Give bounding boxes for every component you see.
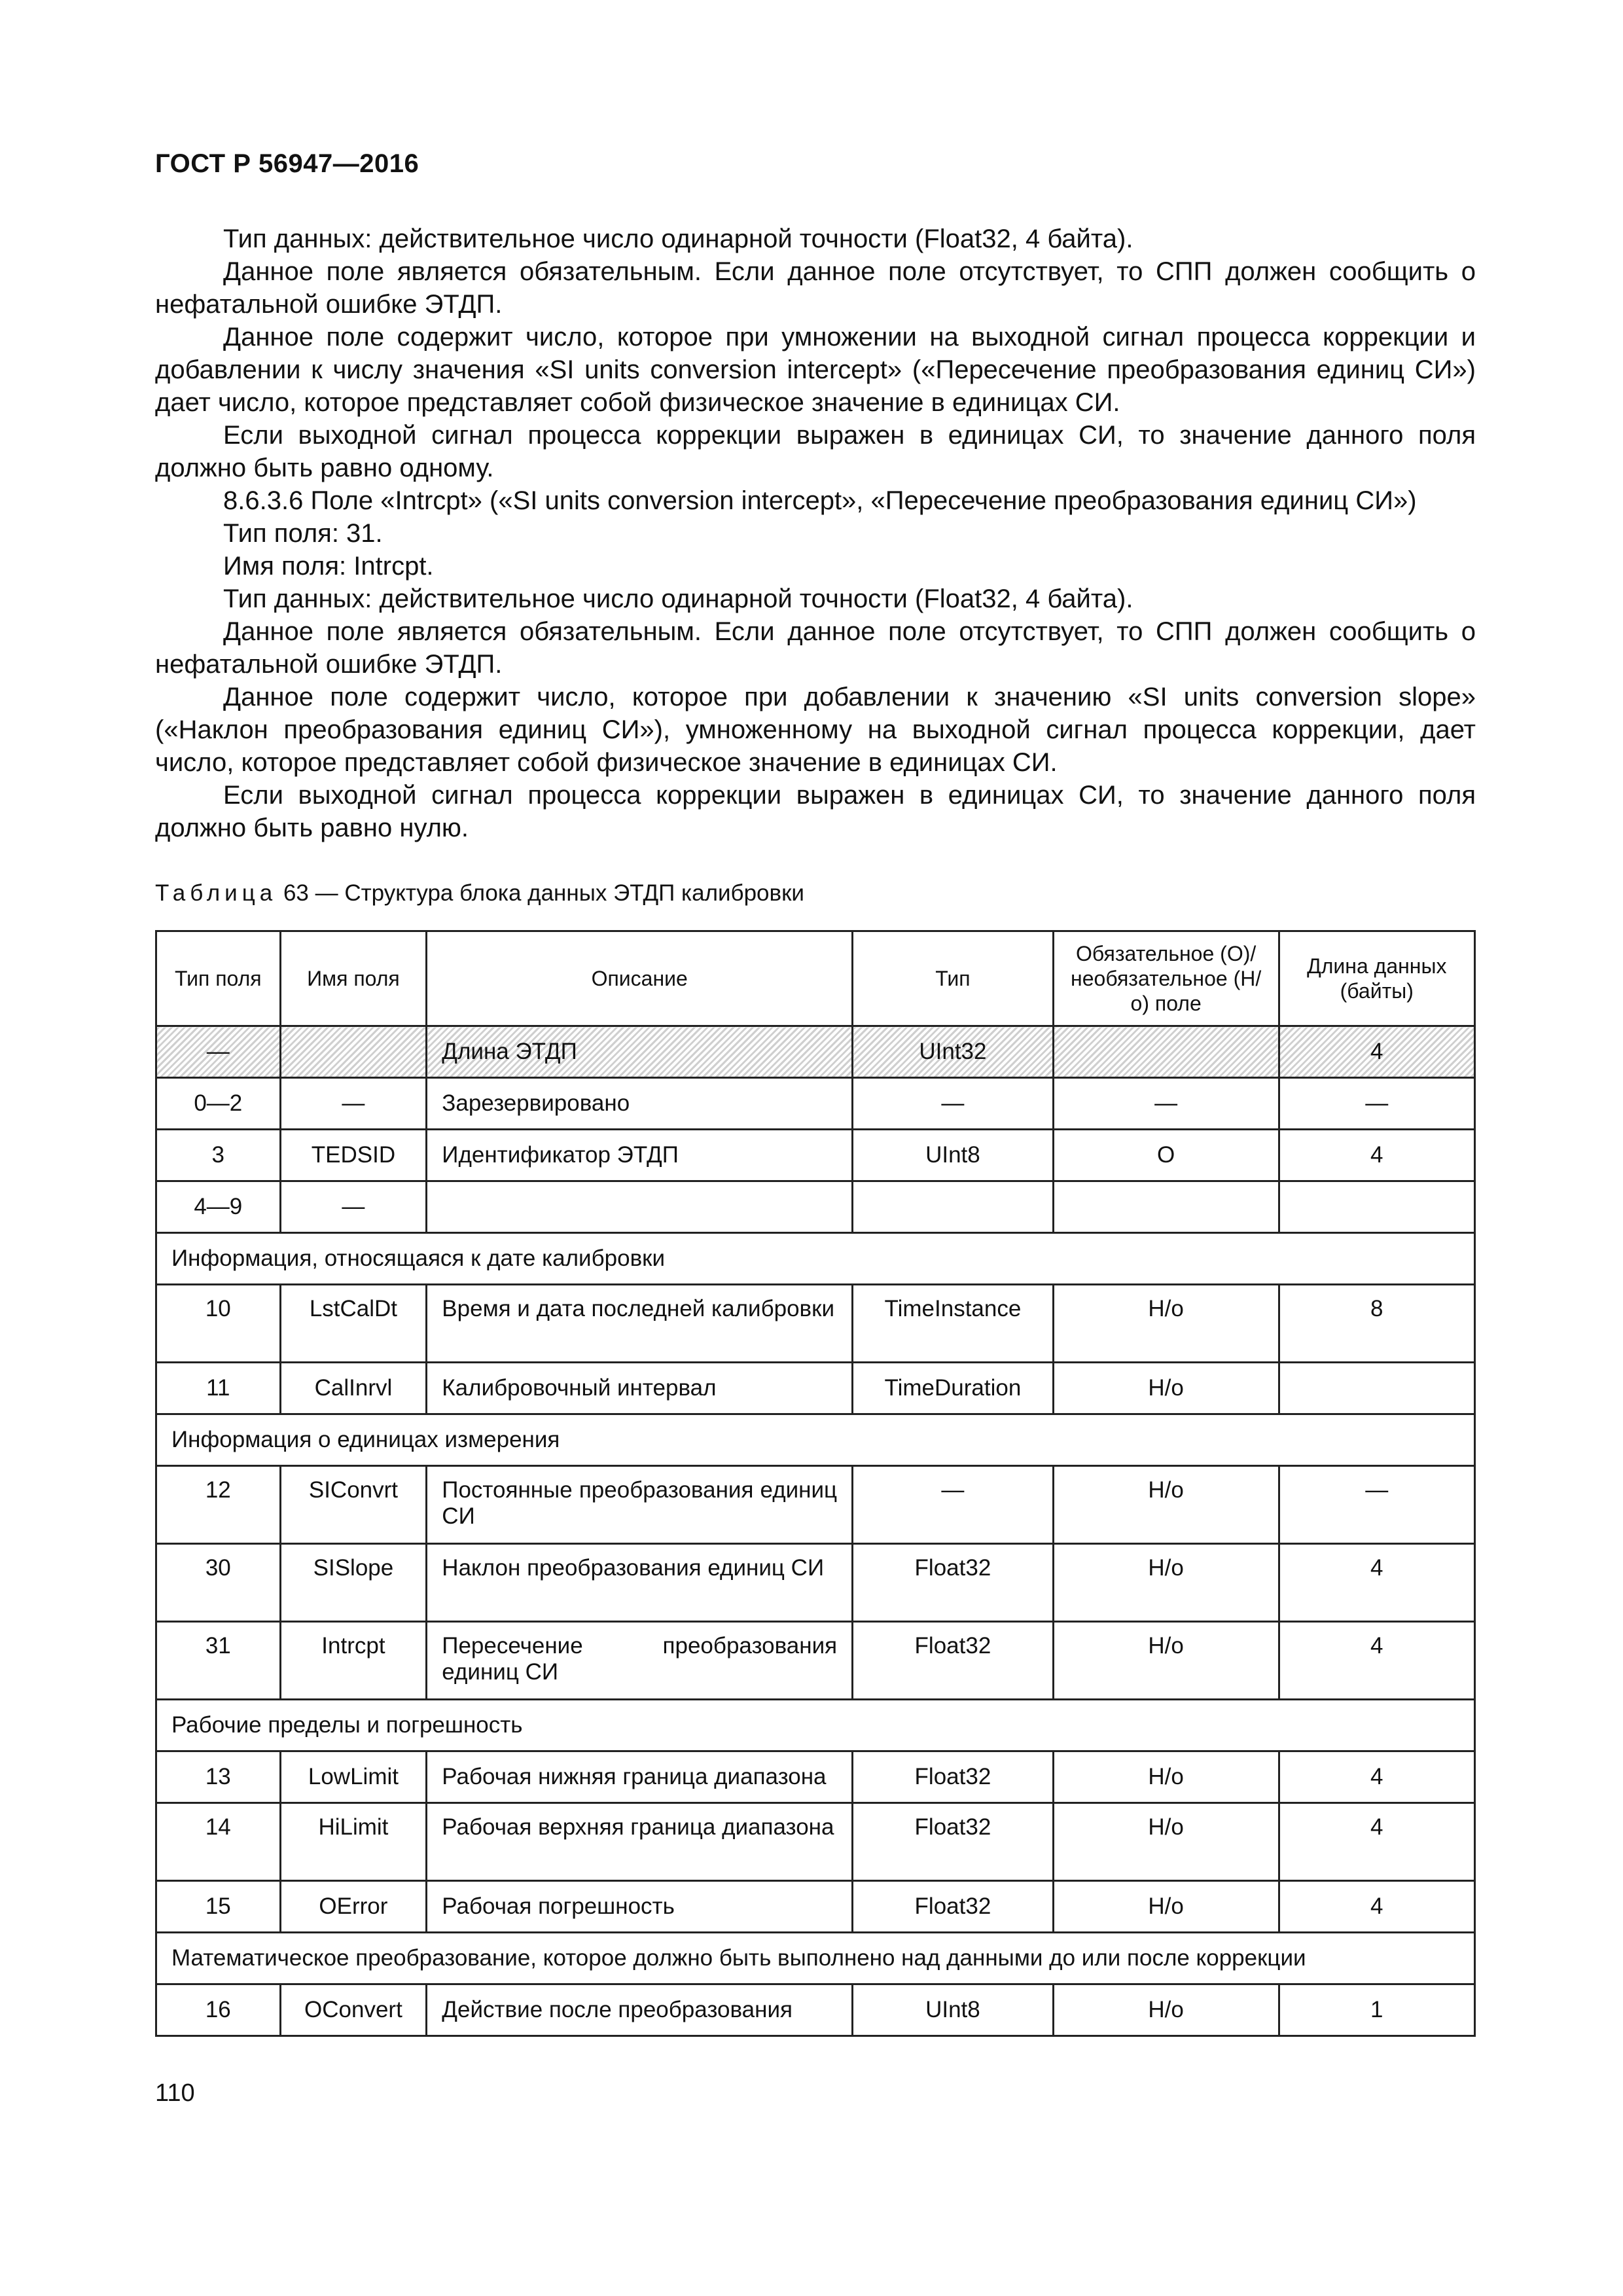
table-cell: Действие после преобразования (427, 1984, 853, 2036)
table-cell: TimeInstance (853, 1285, 1054, 1363)
table-cell: Н/о (1053, 1285, 1279, 1363)
table-cell (1053, 1026, 1279, 1078)
table-cell: 4 (1279, 1130, 1474, 1181)
table-section-row (156, 1933, 1475, 1984)
table-cell (1053, 1181, 1279, 1233)
table-cell: Float32 (853, 1881, 1054, 1933)
table-cell: Н/о (1053, 1881, 1279, 1933)
table-section-row (156, 1414, 1475, 1466)
table-cell: — (1279, 1466, 1474, 1544)
column-header: Обязательное (О)/ необязательное (Н/о) поле (1053, 931, 1279, 1026)
table-section-title: Рабочие пределы и погрешность (156, 1700, 1475, 1751)
table-cell: 15 (156, 1881, 281, 1933)
paragraph: Тип данных: действительное число одинарной точности (Float32, 4 байта). (223, 224, 1133, 253)
table-row (156, 1285, 1475, 1363)
table-cell: Intrcpt (280, 1622, 427, 1700)
table-cell: 4 (1279, 1544, 1474, 1622)
paragraph: Тип поля: 31. (223, 519, 383, 548)
table-caption (155, 880, 804, 906)
paragraph: Данное поле содержит число, которое при добавлении к значению «SI units conversion slope» («Наклон преобразования единиц СИ»), умноженному на выходной сигнал процесса коррекции, дает число, которое представляет собой физическое значение в единицах СИ. (155, 683, 1476, 777)
table-cell: Н/о (1053, 1803, 1279, 1881)
table-caption-word: Таблица (155, 880, 277, 906)
table-section-row (156, 1233, 1475, 1285)
table-cell: — (1053, 1078, 1279, 1130)
table-row (156, 1544, 1475, 1622)
table-row (156, 1622, 1475, 1700)
table-cell: 3 (156, 1130, 281, 1181)
table-cell: Н/о (1053, 1984, 1279, 2036)
section-heading: 8.6.3.6 Поле «Intrcpt» («SI units conversion intercept», «Пересечение преобразования единиц СИ») (223, 486, 1417, 515)
page-number: 110 (155, 2079, 195, 2107)
table-cell: — (1279, 1078, 1474, 1130)
table-cell: Float32 (853, 1751, 1054, 1803)
table-cell: — (156, 1026, 281, 1078)
table-cell: TEDSID (280, 1130, 427, 1181)
table-cell: Float32 (853, 1622, 1054, 1700)
table-cell: 4 (1279, 1751, 1474, 1803)
table-cell: 4 (1279, 1026, 1474, 1078)
table-row (156, 1026, 1475, 1078)
table-cell: SIConvrt (280, 1466, 427, 1544)
table-cell: Н/о (1053, 1363, 1279, 1414)
table-cell (853, 1181, 1054, 1233)
paragraph: Тип данных: действительное число одинарной точности (Float32, 4 байта). (223, 584, 1133, 613)
table-row (156, 1803, 1475, 1881)
column-header: Длина данных (байты) (1279, 931, 1474, 1026)
table-row (156, 1363, 1475, 1414)
body-text (155, 223, 1476, 844)
column-header: Тип (853, 931, 1054, 1026)
table-cell: 11 (156, 1363, 281, 1414)
table-cell: OError (280, 1881, 427, 1933)
table-cell (280, 1026, 427, 1078)
table-cell: 31 (156, 1622, 281, 1700)
table-row (156, 1181, 1475, 1233)
table-cell: Наклон преобразования единиц СИ (427, 1544, 853, 1622)
table-row (156, 1078, 1475, 1130)
paragraph: Имя поля: Intrcpt. (223, 552, 434, 581)
table-cell: Идентификатор ЭТДП (427, 1130, 853, 1181)
paragraph: Если выходной сигнал процесса коррекции выражен в единицах СИ, то значение данного поля должно быть равно нулю. (155, 781, 1476, 842)
table-cell: OConvert (280, 1984, 427, 2036)
table-cell: Длина ЭТДП (427, 1026, 853, 1078)
table-cell: Н/о (1053, 1466, 1279, 1544)
table-cell: UInt8 (853, 1130, 1054, 1181)
table-cell: 12 (156, 1466, 281, 1544)
table-cell: Зарезервировано (427, 1078, 853, 1130)
table-cell: HiLimit (280, 1803, 427, 1881)
table-cell: — (853, 1078, 1054, 1130)
table-cell: 13 (156, 1751, 281, 1803)
table-cell (1279, 1181, 1474, 1233)
table-cell: 10 (156, 1285, 281, 1363)
table-cell: Пересечение преобразования единиц СИ (427, 1622, 853, 1700)
table-cell: 4 (1279, 1803, 1474, 1881)
data-table (155, 930, 1476, 2037)
table-cell: Рабочая погрешность (427, 1881, 853, 1933)
column-header: Описание (427, 931, 853, 1026)
table-cell: — (280, 1078, 427, 1130)
table-cell: 16 (156, 1984, 281, 2036)
table-cell: Н/о (1053, 1622, 1279, 1700)
paragraph: Данное поле является обязательным. Если данное поле отсутствует, то СПП должен сообщить о нефатальной ошибке ЭТДП. (155, 617, 1476, 679)
table-cell: CalInrvl (280, 1363, 427, 1414)
table-cell: Постоянные преобразования единиц СИ (427, 1466, 853, 1544)
paragraph: Данное поле содержит число, которое при умножении на выходной сигнал процесса коррекции и добавлении к числу значения «SI units conversion intercept» («Пересечение преобразования единиц СИ») дает число, которое представляет собой физическое значение в единицах СИ. (155, 323, 1476, 417)
table-header-row (156, 931, 1475, 1026)
table-cell (1279, 1363, 1474, 1414)
table-cell: Н/о (1053, 1544, 1279, 1622)
table-cell: UInt8 (853, 1984, 1054, 2036)
table-caption-text: 63 — Структура блока данных ЭТДП калибровки (283, 880, 804, 906)
table-cell: 4 (1279, 1881, 1474, 1933)
table-cell: 14 (156, 1803, 281, 1881)
table-cell: Калибровочный интервал (427, 1363, 853, 1414)
table-cell: Н/о (1053, 1751, 1279, 1803)
table-cell (427, 1181, 853, 1233)
table-row (156, 1130, 1475, 1181)
table-cell: — (280, 1181, 427, 1233)
table-cell: TimeDuration (853, 1363, 1054, 1414)
table-section-title: Информация, относящаяся к дате калибровки (156, 1233, 1475, 1285)
table-cell: 4—9 (156, 1181, 281, 1233)
document-header: ГОСТ Р 56947—2016 (155, 149, 419, 178)
table-cell: Float32 (853, 1803, 1054, 1881)
table-cell: Float32 (853, 1544, 1054, 1622)
table-cell: 8 (1279, 1285, 1474, 1363)
table-cell: 4 (1279, 1622, 1474, 1700)
table-cell: SISlope (280, 1544, 427, 1622)
table-row (156, 1751, 1475, 1803)
table-section-title: Информация о единицах измерения (156, 1414, 1475, 1466)
column-header: Тип поля (156, 931, 281, 1026)
paragraph: Данное поле является обязательным. Если данное поле отсутствует, то СПП должен сообщить о нефатальной ошибке ЭТДП. (155, 257, 1476, 319)
table-cell: О (1053, 1130, 1279, 1181)
table-cell: Рабочая нижняя граница диапазона (427, 1751, 853, 1803)
paragraph: Если выходной сигнал процесса коррекции выражен в единицах СИ, то значение данного поля должно быть равно одному. (155, 421, 1476, 482)
table-cell: LstCalDt (280, 1285, 427, 1363)
table-row (156, 1466, 1475, 1544)
table-cell: 1 (1279, 1984, 1474, 2036)
column-header: Имя поля (280, 931, 427, 1026)
table-cell: 0—2 (156, 1078, 281, 1130)
table-row (156, 1881, 1475, 1933)
table-section-title: Математическое преобразование, которое должно быть выполнено над данными до или после коррекции (156, 1933, 1475, 1984)
table-cell: Время и дата последней калибровки (427, 1285, 853, 1363)
table-cell: UInt32 (853, 1026, 1054, 1078)
table-section-row (156, 1700, 1475, 1751)
table-cell: LowLimit (280, 1751, 427, 1803)
table-row (156, 1984, 1475, 2036)
table-cell: — (853, 1466, 1054, 1544)
table-cell: 30 (156, 1544, 281, 1622)
table-cell: Рабочая верхняя граница диапазона (427, 1803, 853, 1881)
